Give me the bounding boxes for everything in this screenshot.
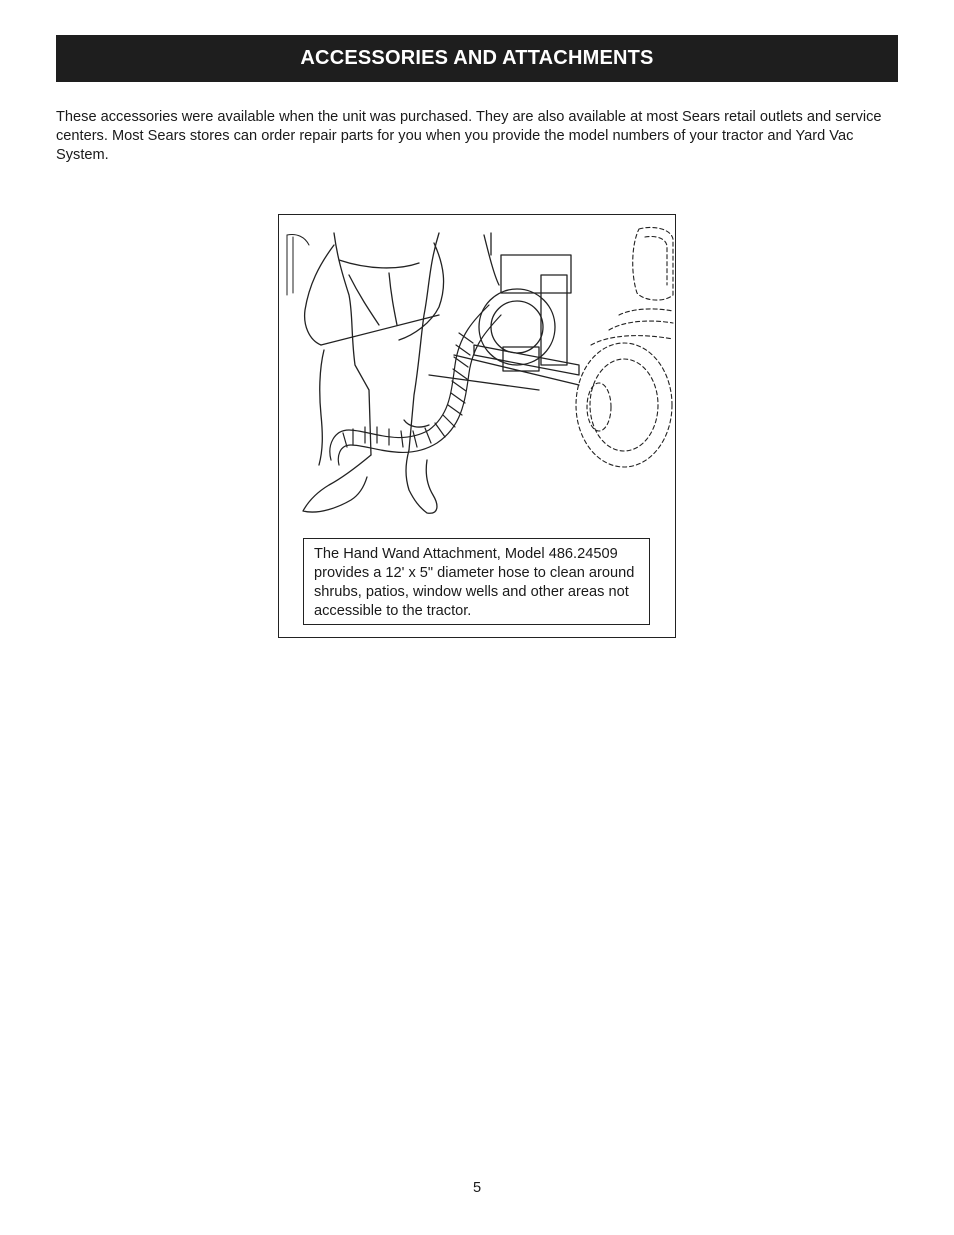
operator-figure [303,233,444,513]
background-lines [287,234,309,295]
vac-frame [429,345,579,390]
hand-wand-figure [278,214,676,638]
hand-wand-illustration [279,215,675,535]
page-number: 5 [472,1180,482,1196]
intro-paragraph: These accessories were available when the unit was purchased. They are also available at most Sears retail outlets and service centers. Most Sears stores can order repair parts for you when you provide the model numbers of your tractor and Yard Vac System. [56,109,882,163]
figure-caption: The Hand Wand Attachment, Model 486.24509 provides a 12' x 5" diameter hose to clean around shrubs, patios, window wells and other areas not accessible to the tractor. [303,538,650,625]
tractor-outline [576,227,673,467]
section-header-bar [56,35,898,82]
section-title: ACCESSORIES AND ATTACHMENTS [300,47,654,69]
blower-housing [479,233,571,371]
